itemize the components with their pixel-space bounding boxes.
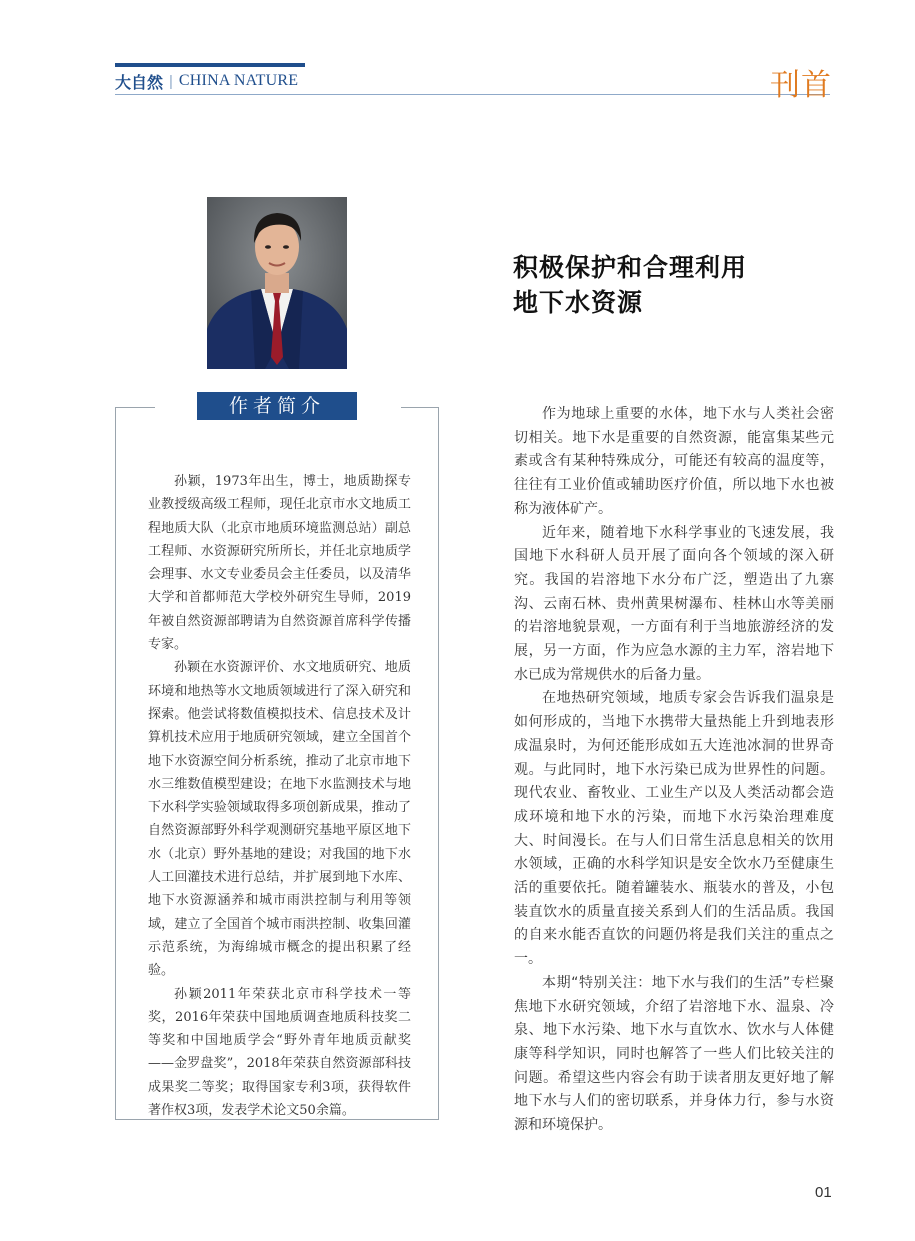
header-accent-bar xyxy=(115,63,305,67)
author-portrait-image xyxy=(207,197,347,369)
article-body xyxy=(514,403,834,1138)
bio-paragraph: 孙颖2011年荣获北京市科学技术一等奖，2016年荣获中国地质调查地质科技奖二等奖和中国地质学会“野外青年地质贡献奖——金罗盘奖”，2018年荣获自然资源部科技成果奖二等奖；取得国家专利3项，获得软件著作权3项，发表学术论文50余篇。 xyxy=(148,986,411,1119)
masthead xyxy=(115,68,298,94)
magazine-name-cn: 大自然 xyxy=(115,72,164,92)
article-paragraph: 近年来，随着地下水科学事业的飞速发展，我国地下水科研人员开展了面向各个领域的深入研究。我国的岩溶地下水分布广泛，塑造出了九寨沟、云南石林、贵州黄果树瀑布、桂林山水等美丽的岩溶地貌景观，一方面有利于当地旅游经济的发展，另一方面，作为应急水源的主力军，溶岩地下水已成为常规供水的后备力量。 xyxy=(514,524,834,683)
article-paragraph: 在地热研究领域，地质专家会告诉我们温泉是如何形成的，当地下水携带大量热能上升到地表形成温泉时，为何还能形成如五大连池冰洞的世界奇观。与此同时，地下水污染已成为世界性的问题。现代农业、畜牧业、工业生产以及人类活动都会造成环境和地下水的污染，而地下水污染治理难度大、时间漫长。在与人们日常生活息息相关的饮用水领域，正确的水科学知识是安全饮水乃至健康生活的重要依托。随着罐装水、瓶装水的普及，小包装直饮水的质量直接关系到人们的生活品质。我国的自来水能否直饮的问题仍将是我们关注的重点之一。 xyxy=(514,690,834,968)
bio-paragraph: 孙颖，1973年出生，博士，地质勘探专业教授级高级工程师，现任北京市水文地质工程地质大队（北京市地质环境监测总站）副总工程师、水资源研究所所长，并任北京地质学会理事、水文专业委员会主任委员，以及清华大学和首都师范大学校外研究生导师，2019年被自然资源部聘请为自然资源首席科学传播专家。 xyxy=(148,474,411,653)
bio-paragraph: 孙颖在水资源评价、水文地质研究、地质环境和地热等水文地质领域进行了深入研究和探索。他尝试将数值模拟技术、信息技术及计算机技术应用于地质研究领域，建立全国首个地下水资源空间分析系统，推动了北京市地下水三维数值模型建设；在地下水监测技术与地下水科学实验领域取得多项创新成果，推动了自然资源部野外科学观测研究基地平原区地下水（北京）野外基地的建设；对我国的地下水人工回灌技术进行总结，并扩展到地下水库、地下水资源涵养和城市雨洪控制与利用等领域，建立了全国首个城市雨洪控制、收集回灌示范系统，为海绵城市概念的提出积累了经验。 xyxy=(148,660,411,979)
section-label: 刊首 xyxy=(770,68,832,103)
article-title-line-1: 积极保护和合理利用 xyxy=(513,253,748,282)
article-paragraph: 本期“特别关注：地下水与我们的生活”专栏聚焦地下水研究领域，介绍了岩溶地下水、温泉、冷泉、地下水污染、地下水与直饮水、饮水与人体健康等科学知识，同时也解答了一些人们比较关注的问题。希望这些内容会有助于读者朋友更好地了解地下水与人们的密切联系，并身体力行，参与水资源和环境保护。 xyxy=(514,974,834,1134)
page-number: 01 xyxy=(815,1184,832,1201)
article-paragraph: 作为地球上重要的水体，地下水与人类社会密切相关。地下水是重要的自然资源，能富集某些元素或含有某种特殊成分，可能还有较高的温度等，往往有工业价值或辅助医疗价值，所以地下水也被称为液体矿产。 xyxy=(514,406,834,517)
author-bio-text xyxy=(148,470,411,1122)
header-divider xyxy=(115,94,830,95)
article-title-line-2: 地下水资源 xyxy=(513,288,644,317)
author-bio-title: 作者简介 xyxy=(197,392,357,420)
article-title xyxy=(513,250,833,320)
magazine-name-en: CHINA NATURE xyxy=(178,72,299,89)
author-portrait xyxy=(207,197,347,369)
masthead-separator: | xyxy=(169,72,173,90)
